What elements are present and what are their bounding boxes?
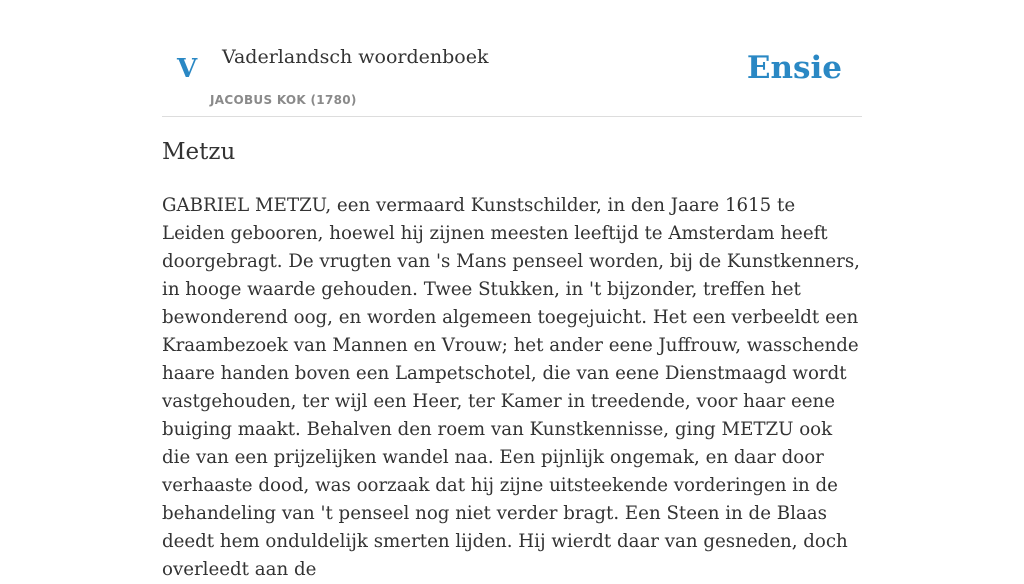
book-author: JACOBUS KOK (1780)	[210, 93, 357, 107]
book-header	[162, 0, 862, 117]
entry-body: GABRIEL METZU, een vermaard Kunstschilder, in den Jaare 1615 te Leiden gebooren, hoewel hij zijnen meesten leeftijd te Amsterdam heeft doorgebragt. De vrugten van 's Mans penseel worden, bij de Kunstkenners, in hooge waarde gehouden. Twee Stukken, in 't bijzonder, treffen het bewonderend oog, en worden algemeen toegejuicht. Het een verbeeldt een Kraambezoek van Mannen en Vrouw; het ander eene Juffrouw, wasschende haare handen boven een Lampetschotel, die van eene Dienstmaagd wordt vastgehouden, ter wijl een Heer, ter Kamer in treedende, voor haar eene buiging maakt. Behalven den roem van Kunstkennisse, ging METZU ook die van een prijzelijken wandel naa. Een pijnlijk ongemak, en daar door verhaaste dood, was oorzaak dat hij zijne uitsteekende vorderingen in de behandeling van 't penseel nog niet verder bragt. Een Steen in de Blaas deedt hem onduldelijk smerten lijden. Hij wierdt daar van gesneden, doch overleedt aan de	[162, 195, 860, 580]
book-letter-badge[interactable]: V	[177, 54, 198, 84]
ensie-logo-link[interactable]: Ensie	[746, 50, 842, 86]
book-title-link[interactable]: Vaderlandsch woordenboek	[222, 46, 489, 68]
entry-title: Metzu	[162, 139, 236, 165]
